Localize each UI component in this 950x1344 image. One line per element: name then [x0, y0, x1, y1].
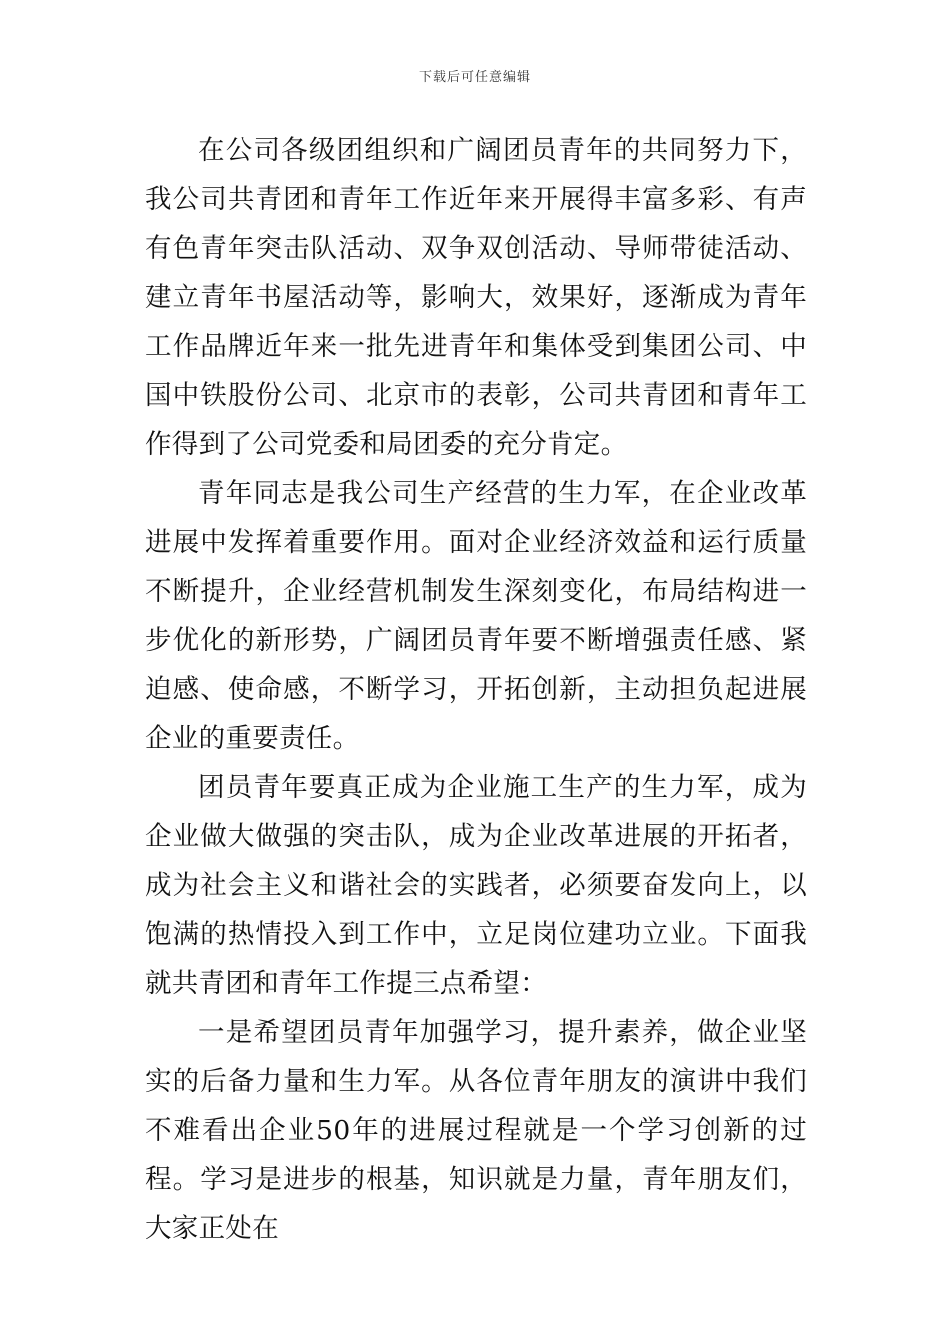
header-note: 下载后可任意编辑 — [418, 70, 531, 85]
paragraph-3: 团员青年要真正成为企业施工生产的生力军，成为企业做大做强的突击队，成为企业改革进展的开拓者，成为社会主义和谐社会的实践者，必须要奋发向上，以饱满的热情投入到工作中，立足岗位建功立业。下面我就共青团和青年工作提三点希望： — [145, 772, 807, 999]
body-text — [145, 126, 807, 1253]
paragraph-1: 在公司各级团组织和广阔团员青年的共同努力下，我公司共青团和青年工作近年来开展得丰富多彩、有声有色青年突击队活动、双争双创活动、导师带徒活动、建立青年书屋活动等，影响大，效果好，逐渐成为青年工作品牌近年来一批先进青年和集体受到集团公司、中国中铁股份公司、北京市的表彰，公司共青团和青年工作得到了公司党委和局团委的充分肯定。 — [145, 135, 807, 460]
paragraph-4: 一是希望团员青年加强学习，提升素养，做企业坚实的后备力量和生力军。从各位青年朋友的演讲中我们不难看出企业50年的进展过程就是一个学习创新的过程。学习是进步的根基，知识就是力量，青年朋友们，大家正处在 — [145, 1017, 807, 1244]
paragraph-2: 青年同志是我公司生产经营的生力军，在企业改革进展中发挥着重要作用。面对企业经济效益和运行质量不断提升，企业经营机制发生深刻变化，布局结构进一步优化的新形势，广阔团员青年要不断增强责任感、紧迫感、使命感，不断学习，开拓创新，主动担负起进展企业的重要责任。 — [145, 478, 807, 754]
